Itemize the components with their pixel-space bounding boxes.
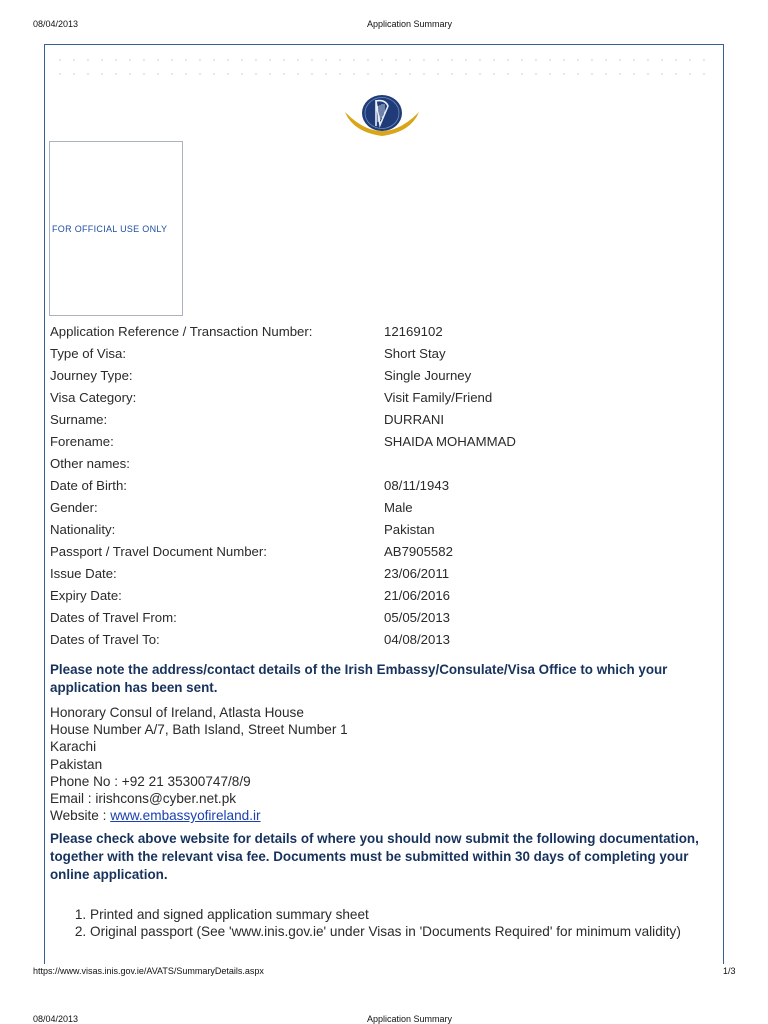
detail-value: Single Journey (384, 368, 472, 383)
detail-value: Male (384, 500, 413, 515)
print-footer-page: 1/3 (723, 966, 736, 976)
detail-label: Issue Date: (50, 566, 117, 581)
detail-value: Short Stay (384, 346, 446, 361)
print-footer-url: https://www.visas.inis.gov.ie/AVATS/SummaryDetails.aspx (33, 966, 264, 976)
detail-label: Nationality: (50, 522, 116, 537)
address-phone: Phone No : +92 21 35300747/8/9 (50, 773, 251, 789)
next-page-header-date: 08/04/2013 (33, 1014, 79, 1024)
detail-value: Pakistan (384, 522, 435, 537)
decorative-dots (53, 73, 715, 75)
detail-row (50, 475, 690, 497)
address-line: Honorary Consul of Ireland, Atlasta House (50, 705, 304, 720)
detail-row (50, 563, 690, 585)
detail-value: 21/06/2016 (384, 588, 451, 603)
application-details (50, 321, 690, 651)
detail-row (50, 387, 690, 409)
address-website (50, 807, 710, 824)
address-country: Pakistan (50, 756, 103, 772)
detail-row (50, 431, 690, 453)
detail-row (50, 343, 690, 365)
detail-value: Visit Family/Friend (384, 390, 493, 405)
address-email: Email : irishcons@cyber.net.pk (50, 791, 237, 807)
address-line: House Number A/7, Bath Island, Street Number 1 (50, 722, 348, 738)
detail-value (384, 453, 690, 475)
detail-value: 04/08/2013 (384, 632, 451, 647)
detail-label: Forename: (50, 434, 114, 449)
detail-row (50, 409, 690, 431)
detail-label: Journey Type: (50, 368, 133, 383)
detail-row (50, 607, 690, 629)
detail-row (50, 453, 690, 475)
detail-label: Application Reference / Transaction Number: (50, 324, 313, 339)
detail-value: DURRANI (384, 412, 445, 427)
detail-row (50, 365, 690, 387)
official-use-label: FOR OFFICIAL USE ONLY (52, 223, 168, 234)
detail-label: Other names: (50, 456, 130, 471)
detail-label: Surname: (50, 412, 108, 427)
detail-value: SHAIDA MOHAMMAD (384, 434, 516, 449)
embassy-address (50, 704, 710, 824)
detail-row (50, 519, 690, 541)
list-item: 1. Printed and signed application summary sheet (90, 906, 710, 923)
official-use-box (49, 141, 183, 316)
print-header-title: Application Summary (367, 19, 453, 29)
website-link[interactable]: www.embassyofireland.ir (110, 808, 261, 824)
detail-row (50, 321, 690, 343)
address-city: Karachi (50, 739, 97, 755)
next-page-header-title: Application Summary (367, 1014, 453, 1024)
detail-value: 12169102 (384, 324, 443, 339)
submission-note: Please check above website for details of where you should now submit the following documentation, together with the relevant visa fee. Documents must be submitted within 30 days of completing your online application. (50, 831, 699, 882)
detail-label: Date of Birth: (50, 478, 127, 493)
detail-row (50, 629, 690, 651)
detail-label: Dates of Travel To: (50, 632, 160, 647)
detail-label: Gender: (50, 500, 98, 515)
detail-row (50, 585, 690, 607)
detail-value: AB7905582 (384, 544, 453, 559)
documents-list (50, 906, 710, 940)
detail-value: 23/06/2011 (384, 566, 450, 581)
print-header-date: 08/04/2013 (33, 19, 79, 29)
detail-label: Visa Category: (50, 390, 137, 405)
detail-label: Type of Visa: (50, 346, 126, 361)
detail-value: 05/05/2013 (384, 610, 451, 625)
embassy-note: Please note the address/contact details of the Irish Embassy/Consulate/Visa Office to which your application has been sent. (50, 662, 668, 695)
irish-harp-emblem-icon (343, 92, 421, 138)
detail-row (50, 541, 690, 563)
detail-label: Passport / Travel Document Number: (50, 544, 267, 559)
list-item: 2. Original passport (See 'www.inis.gov.ie' under Visas in 'Documents Required' for minimum validity) (90, 923, 710, 940)
website-prefix: Website : (50, 808, 111, 824)
detail-row (50, 497, 690, 519)
detail-value: 08/11/1943 (384, 478, 450, 493)
detail-label: Expiry Date: (50, 588, 122, 603)
decorative-dots (53, 59, 715, 61)
detail-label: Dates of Travel From: (50, 610, 177, 625)
